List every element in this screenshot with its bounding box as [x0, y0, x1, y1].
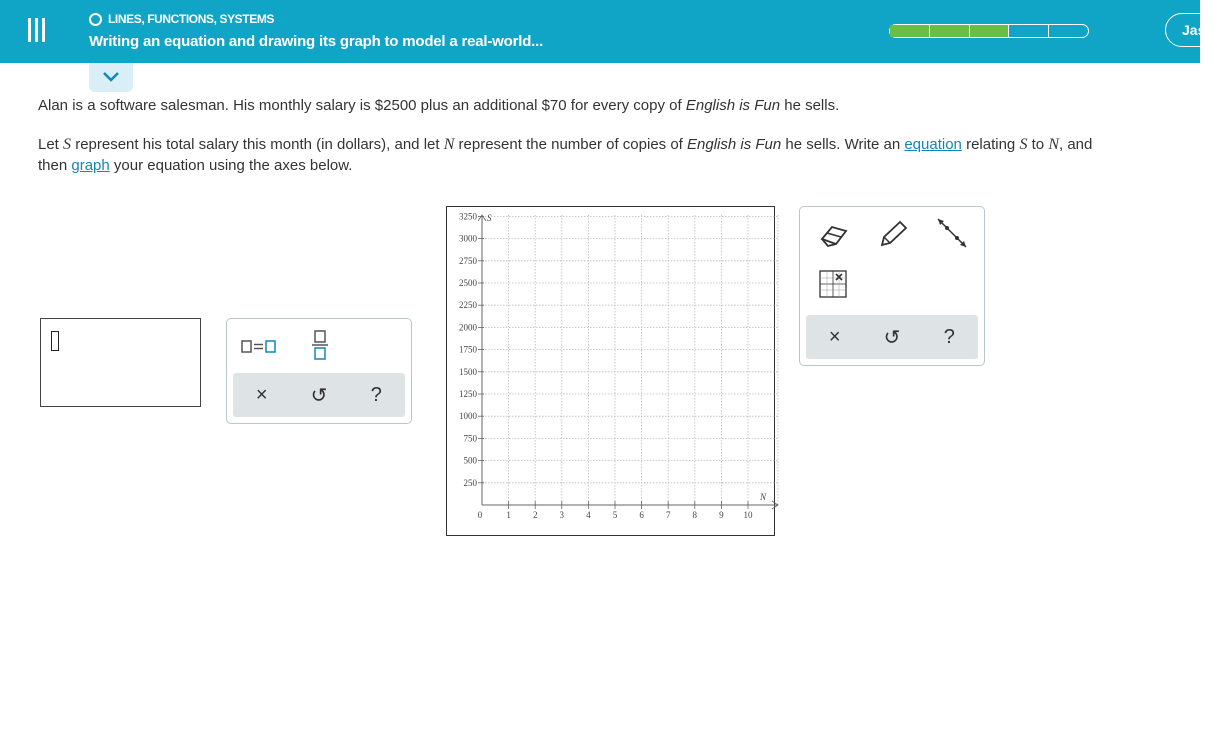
x-tick-label: 2 — [532, 510, 538, 520]
variable-s: S — [1019, 136, 1028, 153]
lesson-title: Writing an equation and drawing its graph to model a real-world... — [89, 33, 544, 50]
y-tick-label: 2500 — [459, 278, 477, 288]
y-axis-label: S — [487, 213, 492, 223]
problem-text: relating — [961, 136, 1020, 153]
y-tick-label: 750 — [463, 433, 477, 444]
problem-text: Let — [38, 136, 64, 153]
equals-template-icon — [239, 336, 279, 356]
y-tick-label: 250 — [463, 477, 477, 488]
x-tick-label: 0 — [477, 510, 483, 520]
graph-canvas[interactable] — [446, 206, 775, 536]
problem-text: then — [38, 157, 72, 174]
graph-tools-palette — [799, 206, 985, 366]
x-tick-label: 8 — [692, 510, 698, 520]
eraser-icon — [818, 219, 850, 249]
x-tick-label: 9 — [719, 510, 724, 520]
progress-segment — [970, 25, 1010, 37]
topic-breadcrumb[interactable] — [89, 11, 274, 27]
progress-segment — [930, 25, 970, 37]
topic-label: LINES, FUNCTIONS, SYSTEMS — [108, 12, 275, 26]
undo-button[interactable]: ↺ — [310, 384, 328, 407]
progress-bar — [889, 24, 1089, 38]
problem-text: your equation using the axes below. — [109, 157, 353, 174]
fraction-template-button[interactable] — [309, 329, 331, 361]
y-tick-label: 2000 — [459, 322, 477, 333]
variable-n: N — [443, 136, 455, 153]
line-tool-icon — [934, 215, 970, 251]
book-title: English is Fun — [687, 136, 782, 153]
user-menu-button[interactable]: Jas — [1165, 13, 1225, 47]
graph-svg[interactable] — [447, 207, 776, 537]
clear-button[interactable]: × — [255, 383, 268, 406]
answer-cursor — [51, 331, 59, 351]
chevron-down-icon — [103, 71, 119, 83]
fraction-icon — [309, 329, 331, 361]
y-tick-label: 3000 — [459, 233, 477, 244]
equation-link[interactable]: equation — [904, 136, 962, 153]
x-tick-label: 1 — [506, 510, 511, 520]
topic-circle-icon — [89, 13, 102, 26]
top-bar — [0, 0, 1206, 63]
x-tick-label: 10 — [743, 510, 753, 520]
equation-palette-actions — [233, 373, 405, 417]
y-tick-label: 3250 — [459, 211, 477, 222]
x-tick-label: 5 — [612, 510, 618, 520]
problem-text: Alan is a software salesman. His monthly salary is $2500 plus an additional $70 for every copy of — [38, 97, 686, 114]
variable-n: N — [1048, 136, 1059, 153]
problem-text: he sells. — [780, 97, 840, 114]
x-tick-label: 7 — [665, 510, 671, 520]
graph-clear-button[interactable]: × — [828, 325, 841, 348]
collapse-toggle-button[interactable] — [89, 63, 133, 92]
graph-link[interactable]: graph — [71, 157, 110, 174]
graph-tools-actions — [806, 315, 978, 359]
problem-paragraph-3 — [38, 155, 352, 176]
x-tick-label: 4 — [586, 510, 591, 520]
eraser-tool-button[interactable] — [818, 219, 850, 249]
y-tick-label: 1250 — [459, 389, 477, 399]
points-tool-button[interactable] — [818, 269, 848, 299]
progress-segment — [890, 25, 930, 37]
help-button[interactable]: ? — [370, 383, 382, 406]
y-tick-label: 1000 — [459, 411, 477, 422]
y-tick-label: 1500 — [459, 366, 477, 377]
graph-help-button[interactable]: ? — [943, 325, 955, 348]
progress-segment — [1009, 25, 1049, 37]
menu-icon[interactable] — [28, 18, 46, 42]
problem-text: represent his total salary this month (in dollars), and let — [71, 136, 444, 153]
problem-text: , and — [1058, 136, 1093, 153]
pencil-tool-button[interactable] — [878, 217, 910, 249]
problem-paragraph-1 — [38, 95, 839, 116]
equation-palette — [226, 318, 412, 424]
progress-segment — [1049, 25, 1088, 37]
equals-template-button[interactable] — [239, 336, 279, 356]
pencil-icon — [878, 217, 910, 249]
problem-paragraph-2 — [38, 134, 1198, 155]
points-grid-icon — [818, 269, 848, 299]
y-tick-label: 1750 — [459, 344, 477, 355]
y-tick-label: 2750 — [459, 255, 477, 266]
book-title: English is Fun — [685, 97, 781, 114]
problem-text: he sells. Write an — [781, 136, 905, 153]
y-tick-label: 500 — [463, 455, 477, 466]
graph-undo-button[interactable]: ↺ — [883, 326, 901, 349]
equation-answer-input[interactable] — [40, 318, 201, 407]
x-axis-label: N — [760, 492, 767, 502]
y-tick-label: 2250 — [459, 300, 477, 311]
x-tick-label: 3 — [559, 510, 565, 520]
line-tool-button[interactable] — [934, 215, 970, 251]
variable-s: S — [63, 136, 72, 153]
problem-text: to — [1027, 136, 1049, 153]
x-tick-label: 6 — [639, 510, 644, 520]
problem-text: represent the number of copies of — [454, 136, 688, 153]
